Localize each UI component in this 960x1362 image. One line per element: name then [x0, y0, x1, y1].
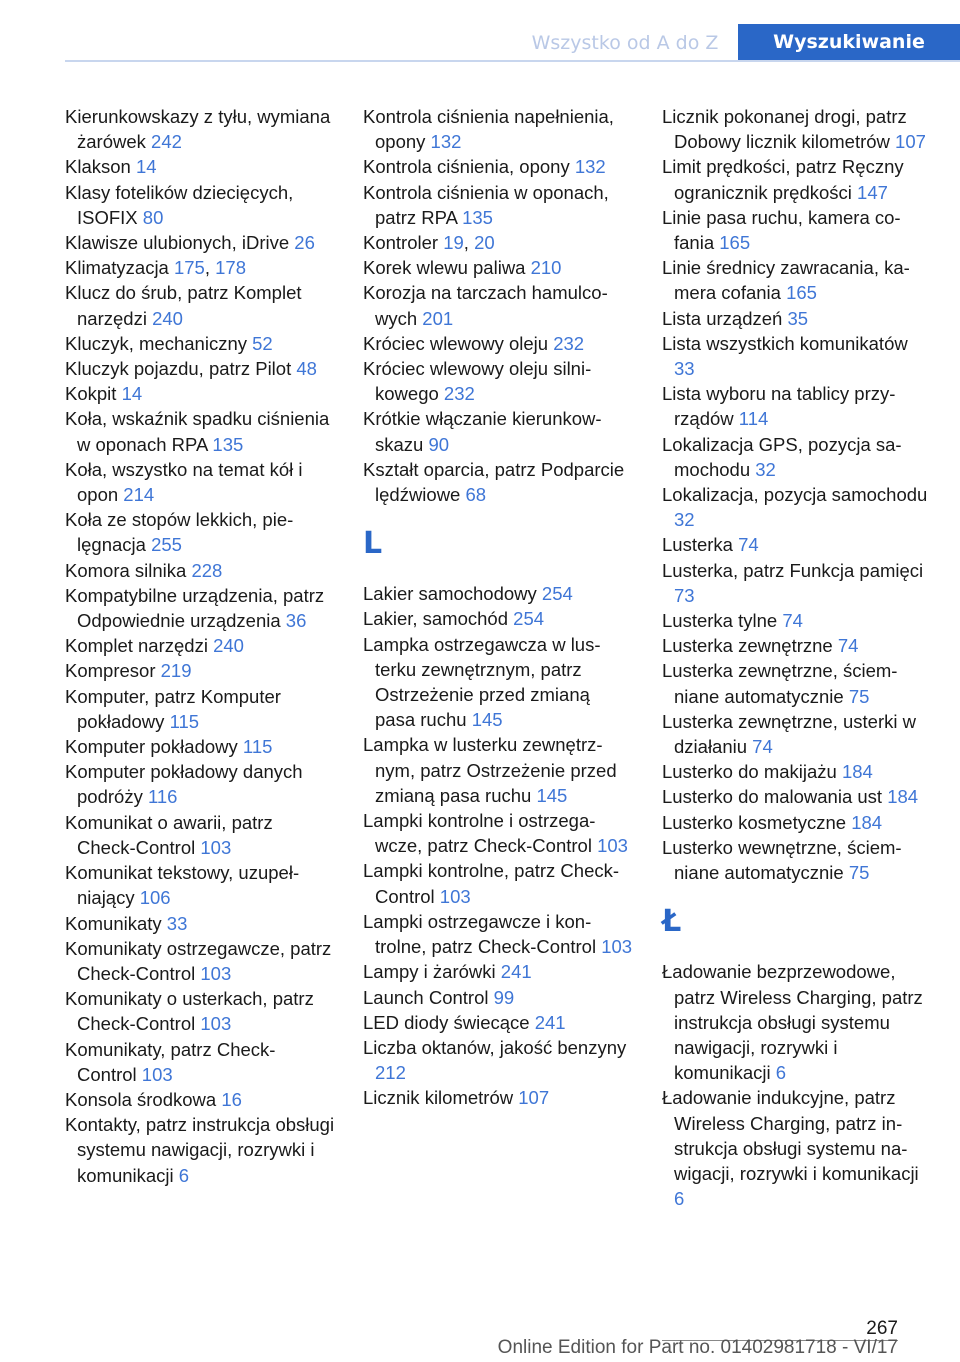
- page-reference-link[interactable]: 103: [439, 885, 471, 907]
- index-entry: [363, 808, 633, 858]
- page-reference-link[interactable]: 68: [465, 484, 487, 506]
- index-entry-text: Komputer, patrz Komputer pokładowy: [65, 685, 281, 732]
- index-entry-text: Lokalizacja GPS, pozycja samochodu: [662, 433, 902, 480]
- page-reference-link[interactable]: 116: [147, 786, 178, 808]
- index-entry: [65, 658, 335, 683]
- page-reference-link[interactable]: 241: [500, 961, 532, 983]
- page-reference-link[interactable]: 20: [474, 232, 495, 254]
- page-reference-link[interactable]: 165: [719, 232, 751, 254]
- index-entry: [363, 255, 633, 280]
- edition-footer: Online Edition for Part no. 01402981718 - VI/17: [497, 1337, 898, 1358]
- index-entry: [65, 936, 335, 986]
- index-entry: [662, 810, 932, 835]
- page-reference-link[interactable]: 14: [135, 156, 157, 178]
- page-reference-link[interactable]: 178: [215, 257, 247, 279]
- page-reference-link[interactable]: 103: [601, 936, 633, 958]
- index-entry-text: Klimatyzacja: [65, 257, 169, 279]
- index-entry: [662, 331, 932, 381]
- index-entry-text: Lista wyboru na tablicy przyrządów: [662, 383, 896, 430]
- index-entry: [662, 835, 932, 885]
- index-entry-text: Komora silnika: [65, 559, 187, 581]
- page-reference-link[interactable]: 201: [422, 307, 454, 329]
- page-reference-link[interactable]: 80: [142, 206, 164, 228]
- index-entry-text: Kontrola ciśnienia w oponach, patrz RPA: [363, 181, 609, 228]
- index-entry: [662, 658, 932, 708]
- index-entry: [363, 104, 633, 154]
- index-entry: [363, 581, 633, 606]
- index-entry: [65, 331, 335, 356]
- index-entry-text: Kompatybilne urządzenia, patrz Odpowiednie urządzenia: [65, 584, 325, 632]
- index-entry-text: Komputer pokładowy: [65, 736, 238, 758]
- page-reference-link[interactable]: 74: [738, 534, 759, 556]
- index-entry-text: Lusterka: [662, 534, 733, 556]
- index-entry: [662, 255, 932, 305]
- page-reference-link[interactable]: 103: [200, 1013, 232, 1035]
- index-entry: [65, 734, 335, 759]
- index-entry: [363, 858, 633, 908]
- page-reference-link[interactable]: 210: [530, 257, 562, 279]
- index-entry-text: Linie pasa ruchu, kamera cofania: [662, 206, 901, 254]
- page-reference-link[interactable]: 103: [200, 836, 232, 858]
- index-entry-text: Lampka w lusterku zewnętrznym, patrz Ostrzeżenie przed zmianą pasa ruchu: [363, 734, 617, 806]
- index-entry: [65, 911, 335, 936]
- index-entry-text: Lampki kontrolne, patrz Check-Control: [363, 860, 620, 907]
- index-entry-text: Komunikaty o usterkach, patrz Check-Control: [65, 988, 314, 1035]
- index-entry: [363, 457, 633, 507]
- index-entry: [363, 1085, 633, 1110]
- index-entry-text: Komunikat o awarii, patrz Check-Control: [65, 811, 273, 858]
- page-reference-link[interactable]: 32: [755, 458, 776, 480]
- index-entry-text: Kontrola ciśnienia napełnienia, opony: [363, 106, 614, 153]
- tab-a-to-z[interactable]: Wszystko od A do Z: [531, 32, 719, 54]
- index-entry-text: Lakier, samochód: [363, 608, 509, 630]
- page-reference-link[interactable]: 6: [674, 1188, 685, 1210]
- index-entry-text: Kierunkowskazy z tyłu, wymiana żarówek: [65, 106, 331, 153]
- page-reference-link[interactable]: 35: [787, 307, 809, 329]
- index-entry-text: Korozja na tarczach hamulcowych: [363, 282, 608, 329]
- page-reference-link[interactable]: 16: [221, 1088, 242, 1110]
- index-column-3: [662, 104, 932, 1211]
- index-entry: [363, 180, 633, 230]
- page-reference-link[interactable]: 75: [848, 685, 870, 707]
- index-entry-text: Koła, wszystko na temat kół i opon: [65, 458, 303, 506]
- index-entry-text: Lampy i żarówki: [363, 961, 496, 983]
- index-entry-text: Kontrola ciśnienia, opony: [363, 156, 570, 178]
- page-reference-link[interactable]: 75: [848, 862, 870, 884]
- index-entry-text: Lampki ostrzegawcze i kontrolne, patrz Check-Control: [363, 910, 597, 958]
- page-number: 267: [866, 1318, 898, 1339]
- index-entry: [363, 909, 633, 959]
- index-entry-text: Kluczyk pojazdu, patrz Pilot: [65, 358, 292, 380]
- index-entry: [65, 230, 335, 255]
- index-entry-text: Kontroler: [363, 232, 439, 254]
- page-reference-link[interactable]: 99: [493, 986, 515, 1008]
- index-entry: [662, 633, 932, 658]
- index-entry: [65, 356, 335, 381]
- index-entry: [662, 104, 932, 154]
- page-reference-link[interactable]: 114: [738, 408, 769, 430]
- page-reference-link[interactable]: 184: [841, 761, 873, 783]
- page-reference-link[interactable]: 103: [141, 1063, 173, 1085]
- index-entry: [363, 1010, 633, 1035]
- index-entry: [662, 1085, 932, 1211]
- index-entry: [662, 432, 932, 482]
- index-entry-text: Kluczyk, mechaniczny: [65, 332, 247, 354]
- index-entry-text: Klucz do śrub, patrz Komplet narzędzi: [65, 282, 302, 329]
- index-entry: [65, 406, 335, 456]
- index-entry: [65, 280, 335, 330]
- page-reference-link[interactable]: 103: [200, 962, 232, 984]
- index-entry-text: Lusterko kosmetyczne: [662, 811, 847, 833]
- index-entry: [65, 457, 335, 507]
- index-entry: [65, 154, 335, 179]
- page-reference-link[interactable]: 33: [674, 358, 695, 380]
- index-column-1: [65, 104, 335, 1188]
- page-reference-link[interactable]: 107: [895, 131, 926, 153]
- page-reference-link[interactable]: 212: [375, 1062, 406, 1084]
- page-reference-link[interactable]: 74: [752, 736, 773, 758]
- index-entry-text: Lusterka zewnętrzne: [662, 635, 833, 657]
- page-reference-link[interactable]: 214: [123, 484, 155, 506]
- index-entry-text: Lista urządzeń: [662, 307, 783, 329]
- index-entry: [65, 558, 335, 583]
- index-entry-text: Licznik kilometrów: [363, 1087, 514, 1109]
- index-entry-text: Licznik pokonanej drogi, patrz Dobowy licznik kilometrów: [662, 106, 907, 153]
- page-reference-link[interactable]: 135: [212, 433, 244, 455]
- index-entry-text: Komplet narzędzi: [65, 635, 208, 657]
- index-entry-text: Lakier samochodowy: [363, 583, 537, 605]
- index-entry: [363, 154, 633, 179]
- page-reference-link[interactable]: 36: [285, 610, 307, 632]
- page-reference-link[interactable]: 48: [296, 358, 317, 380]
- index-entry: [662, 306, 932, 331]
- index-entry: [65, 507, 335, 557]
- index-entry-text: Koła, wskaźnik spadku ciśnienia w oponach RPA: [65, 408, 330, 455]
- index-entry: [65, 1037, 335, 1087]
- index-entry: [65, 104, 335, 154]
- index-entry: [662, 205, 932, 255]
- page-reference-link[interactable]: 184: [851, 811, 883, 833]
- index-entry: [662, 482, 932, 532]
- page-reference-link[interactable]: 135: [462, 206, 493, 228]
- index-entry-text: Komunikat tekstowy, uzupełniający: [65, 862, 300, 909]
- index-entry-text: Limit prędkości, patrz Ręczny ogranicznik prędkości: [662, 156, 904, 203]
- index-entry: [363, 331, 633, 356]
- page-reference-link[interactable]: 6: [178, 1164, 190, 1186]
- page-reference-link[interactable]: 90: [428, 433, 450, 455]
- index-entry-text: Krótkie włączanie kierunkowskazu: [363, 408, 602, 455]
- index-entry-text: Lusterka tylne: [662, 610, 778, 632]
- index-entry: [363, 406, 633, 456]
- page-reference-link[interactable]: 6: [775, 1062, 787, 1084]
- index-entry-text: Komputer pokładowy danych podróży: [65, 761, 303, 808]
- page-reference-link[interactable]: 219: [160, 660, 192, 682]
- page-reference-link[interactable]: 175: [173, 257, 205, 279]
- index-entry-text: Klakson: [65, 156, 131, 178]
- page-reference-link[interactable]: 232: [443, 383, 475, 405]
- index-entry-text: Komunikaty ostrzegawcze, patrz Check-Control: [65, 937, 332, 984]
- index-entry: [363, 280, 633, 330]
- index-entry: [65, 381, 335, 406]
- index-entry-text: Króciec wlewowy oleju silnikowego: [363, 358, 592, 405]
- page-reference-link[interactable]: 147: [857, 181, 888, 203]
- page-reference-link[interactable]: 255: [151, 534, 182, 556]
- index-entry: [65, 860, 335, 910]
- page-reference-link[interactable]: 228: [191, 559, 223, 581]
- index-entry: [662, 154, 932, 204]
- page-reference-link[interactable]: 106: [139, 887, 171, 909]
- index-entry: [363, 732, 633, 808]
- page-reference-link[interactable]: 241: [534, 1011, 566, 1033]
- index-entry: [662, 709, 932, 759]
- page-reference-link[interactable]: 73: [674, 584, 695, 606]
- page-reference-link[interactable]: 240: [152, 307, 183, 329]
- index-entry: [662, 381, 932, 431]
- page-reference-link[interactable]: 14: [121, 383, 143, 405]
- page-reference-link[interactable]: 74: [782, 610, 803, 632]
- index-entry-text: Kontakty, patrz instrukcja obsługi systemu nawigacji, rozrywki i komunikacji: [65, 1114, 335, 1186]
- tab-search[interactable]: Wyszukiwanie: [738, 24, 960, 60]
- index-entry: [363, 1035, 633, 1085]
- index-entry-text: Klawisze ulubionych, iDrive: [65, 232, 290, 254]
- index-entry: [662, 759, 932, 784]
- index-entry: [662, 784, 932, 809]
- index-entry: [65, 810, 335, 860]
- index-entry: Klimatyzacja 175, 178: [65, 257, 247, 279]
- index-entry-text: Lista wszystkich komunikatów: [662, 332, 908, 354]
- page-reference-link[interactable]: 19: [443, 232, 464, 254]
- index-entry-text: Lampka ostrzegawcza w lusterku zewnętrznym, patrz Ostrzeżenie przed zmianą pasa ruchu: [363, 633, 601, 731]
- index-entry: [65, 180, 335, 230]
- index-entry-text: LED diody świecące: [363, 1011, 530, 1033]
- page-reference-link[interactable]: 242: [151, 131, 182, 153]
- index-entry-text: Lusterka, patrz Funkcja pamięci: [662, 559, 924, 581]
- index-entry-text: Lusterko do makijażu: [662, 761, 837, 783]
- index-entry: [65, 684, 335, 734]
- index-entry: [363, 985, 633, 1010]
- page-reference-link[interactable]: 145: [471, 709, 503, 731]
- page-reference-link[interactable]: 254: [541, 583, 573, 605]
- index-entry: [65, 986, 335, 1036]
- index-entry-text: Kształt oparcia, patrz Podparcie lędźwiowe: [363, 458, 625, 506]
- page-reference-link[interactable]: 32: [674, 509, 695, 531]
- page-reference-link[interactable]: 115: [242, 736, 273, 758]
- index-entry: [65, 1112, 335, 1188]
- index-entry-text: Korek wlewu paliwa: [363, 257, 526, 279]
- index-entry-text: Lusterka zewnętrzne, usterki w działaniu: [662, 710, 916, 758]
- header-divider: [65, 60, 960, 62]
- page-reference-link[interactable]: 254: [513, 608, 545, 630]
- index-entry: Kontroler 19, 20: [363, 232, 495, 254]
- page-reference-link[interactable]: 26: [294, 232, 315, 254]
- index-entry-text: Lusterko do malowania ust: [662, 786, 883, 808]
- index-entry: [363, 959, 633, 984]
- page-reference-link[interactable]: 165: [786, 282, 817, 304]
- index-entry-text: Kompresor: [65, 660, 156, 682]
- index-entry: [662, 959, 932, 1085]
- page-reference-link[interactable]: 115: [169, 710, 200, 732]
- page-reference-link[interactable]: 240: [213, 635, 244, 657]
- index-entry-text: Króciec wlewowy oleju: [363, 332, 549, 354]
- index-column-2: [363, 104, 633, 1111]
- index-entry: [363, 356, 633, 406]
- page-header: [0, 0, 960, 62]
- index-entry-text: Lokalizacja, pozycja samochodu: [662, 484, 928, 506]
- index-entry: [363, 632, 633, 733]
- index-entry-text: Komunikaty: [65, 912, 162, 934]
- index-entry: [65, 759, 335, 809]
- page-reference-link[interactable]: 33: [166, 912, 188, 934]
- index-entry: [65, 583, 335, 633]
- index-entry: [662, 558, 932, 608]
- page-reference-link[interactable]: 74: [837, 635, 859, 657]
- page-reference-link[interactable]: 132: [430, 131, 462, 153]
- index-entry-text: Lusterka zewnętrzne, ściemniane automatycznie: [662, 660, 898, 707]
- index-entry-text: Kokpit: [65, 383, 117, 405]
- index-entry: [65, 1087, 335, 1112]
- page-reference-link[interactable]: 132: [574, 156, 606, 178]
- page-reference-link[interactable]: 184: [887, 786, 919, 808]
- index-entry-text: Klasy fotelików dziecięcych, ISOFIX: [65, 181, 294, 228]
- page-reference-link[interactable]: 103: [597, 835, 628, 857]
- index-entry-text: Koła ze stopów lekkich, pielęgnacja: [65, 509, 294, 556]
- index-entry: [662, 532, 932, 557]
- index-entry: [363, 606, 633, 631]
- page-reference-link[interactable]: 145: [536, 784, 568, 806]
- index-section-letter: L: [363, 526, 383, 562]
- index-entry-text: Liczba oktanów, jakość benzyny: [363, 1036, 627, 1058]
- index-entry-text: Ładowanie bezprzewodowe, patrz Wireless Charging, patrz instrukcja obsługi systemu nawigacji, rozrywki i komunikacji: [662, 961, 923, 1084]
- index-entry-text: Lusterko wewnętrzne, ściemniane automatycznie: [662, 836, 902, 884]
- index-entry-text: Konsola środkowa: [65, 1088, 217, 1110]
- index-entry-text: Linie średnicy zawracania, kamera cofania: [662, 257, 910, 304]
- page-reference-link[interactable]: 107: [518, 1087, 550, 1109]
- page-reference-link[interactable]: 52: [252, 332, 273, 354]
- index-entry: [65, 633, 335, 658]
- index-entry: [662, 608, 932, 633]
- index-entry-text: Ładowanie indukcyjne, patrz Wireless Charging, patrz instrukcja obsługi systemu nawigacji, rozrywki i komunikacji: [662, 1087, 919, 1184]
- index-entry-text: Komunikaty, patrz Check-Control: [65, 1038, 276, 1085]
- index-entry-text: Launch Control: [363, 986, 489, 1008]
- page-reference-link[interactable]: 232: [553, 332, 585, 354]
- index-section-letter: Ł: [662, 904, 682, 940]
- index-entry-text: Lampki kontrolne i ostrzegawcze, patrz Check-Control: [363, 810, 596, 857]
